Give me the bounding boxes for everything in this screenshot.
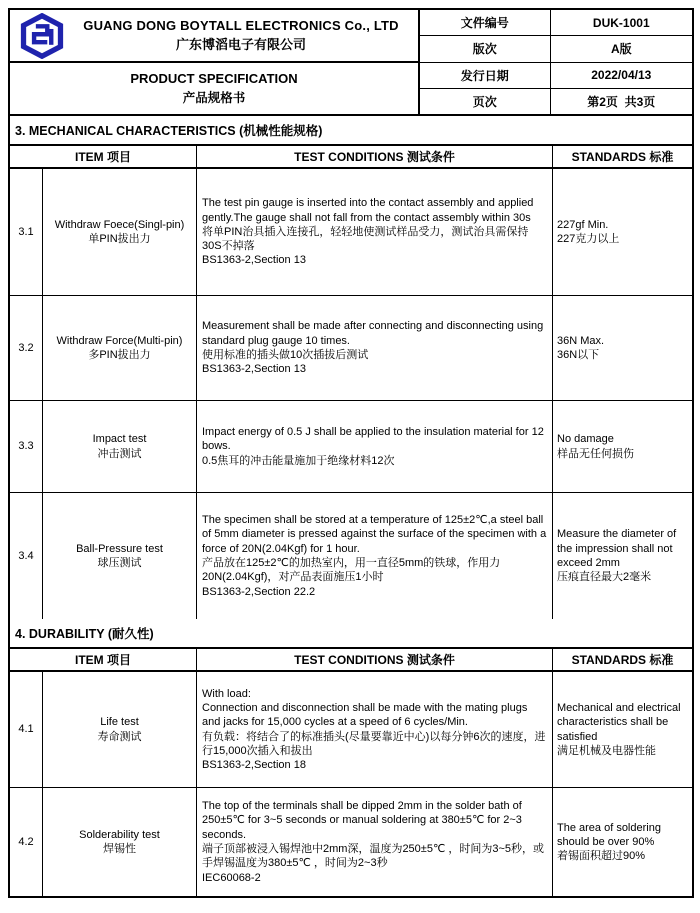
standard-line: The area of soldering should be over 90% xyxy=(557,821,661,848)
document-info-table xyxy=(420,10,692,114)
standard-line: 着锡面积超过90% xyxy=(557,850,646,863)
standards-cell xyxy=(553,788,692,896)
company-block xyxy=(10,10,418,63)
condition-line: Connection and disconnection shall be made with the mating plugs and jacks for 15,000 cycles at a speed of 6 cycles/Min. xyxy=(202,701,528,729)
item-name-zh: 球压测试 xyxy=(97,557,142,569)
table-header-item: ITEM 项目 xyxy=(10,649,197,670)
document-title-zh: 产品规格书 xyxy=(182,91,246,105)
section-block xyxy=(10,619,692,896)
condition-line: Impact energy of 0.5 J shall be applied to the insulation material for 12 bows. xyxy=(202,426,544,453)
condition-line: BS1363-2,Section 13 xyxy=(202,363,306,376)
row-number: 3.4 xyxy=(10,493,43,619)
item-name-zh: 单PIN拔出力 xyxy=(88,233,151,245)
spec-document-page xyxy=(8,8,694,898)
condition-line: The top of the terminals shall be dipped 2mm in the solder bath of 250±5℃ for 3~5 seconds or manual soldering at 380±5℃ for 2~3 seconds. xyxy=(202,800,522,841)
item-name-en: Ball-Pressure test xyxy=(76,542,163,555)
info-value: 第2页 共3页 xyxy=(587,94,656,109)
item-name-en: Impact test xyxy=(92,433,147,446)
standard-line: 满足机械及电器性能 xyxy=(557,744,656,757)
item-cell xyxy=(43,788,197,896)
condition-line: IEC60068-2 xyxy=(202,871,261,884)
item-cell xyxy=(43,401,197,492)
item-cell xyxy=(43,296,197,400)
info-row xyxy=(420,10,692,36)
row-number: 4.1 xyxy=(10,672,43,787)
info-row xyxy=(420,36,692,62)
item-name-en: Life test xyxy=(100,716,139,729)
standards-cell xyxy=(553,493,692,619)
condition-line: 有负载：将结合了的标准插头(尽量要靠近中心)以每分钟6次的速度，进行15,000次插入和拔出 xyxy=(202,730,546,757)
condition-line: BS1363-2,Section 13 xyxy=(202,254,306,267)
standard-line: 36N以下 xyxy=(557,349,600,361)
info-label: 发行日期 xyxy=(420,63,551,88)
test-conditions-cell xyxy=(197,169,553,295)
info-value: A版 xyxy=(610,42,632,57)
condition-line: With load: xyxy=(202,687,251,700)
sections-container xyxy=(10,116,692,896)
row-number: 3.2 xyxy=(10,296,43,400)
spec-table xyxy=(10,649,692,896)
standard-line: Measure the diameter of the impression shall not exceed 2mm xyxy=(557,528,677,569)
condition-line: 将单PIN治具插入连接孔，轻轻地使测试样品受力，测试治具需保持30S不掉落 xyxy=(202,225,529,253)
info-row xyxy=(420,89,692,114)
info-label: 页次 xyxy=(420,89,551,114)
table-row xyxy=(10,169,692,296)
section-block xyxy=(10,116,692,619)
condition-line: 使用标准的插头做10次插拔后测试 xyxy=(202,349,369,361)
row-number: 3.3 xyxy=(10,401,43,492)
condition-line: The test pin gauge is inserted into the contact assembly and applied gently.The gauge shall not fall from the contact assembly within 30s xyxy=(202,197,534,224)
row-number: 4.2 xyxy=(10,788,43,896)
table-row xyxy=(10,493,692,619)
info-row xyxy=(420,63,692,89)
test-conditions-cell xyxy=(197,401,553,492)
header-left xyxy=(10,10,420,114)
condition-line: 0.5焦耳的冲击能量施加于绝缘材料12次 xyxy=(202,454,395,467)
table-header-row xyxy=(10,146,692,169)
item-cell xyxy=(43,672,197,787)
standard-line: 压痕直径最大2毫米 xyxy=(557,571,652,584)
standards-cell xyxy=(553,169,692,295)
table-header-conditions: TEST CONDITIONS 测试条件 xyxy=(197,146,553,167)
table-header-conditions: TEST CONDITIONS 测试条件 xyxy=(197,649,553,670)
standards-cell xyxy=(553,672,692,787)
info-value: DUK-1001 xyxy=(592,15,650,30)
condition-line: 端子顶部被浸入锡焊池中2mm深，温度为250±5℃ ，时间为3~5秒，或手焊锡温度为380±5℃ ，时间为2~3秒 xyxy=(202,843,545,870)
test-conditions-cell xyxy=(197,296,553,400)
standards-cell xyxy=(553,401,692,492)
item-name-en: Withdraw Force(Multi-pin) xyxy=(56,334,183,347)
item-name-zh: 寿命测试 xyxy=(97,730,142,743)
condition-line: 产品放在125±2℃的加热室内，用一直径5mm的铁球，作用力20N(2.04Kgf)，对产品表面施压1小时 xyxy=(202,557,501,584)
item-name-en: Withdraw Foece(Singl-pin) xyxy=(54,218,185,231)
section-title: 3. MECHANICAL CHARACTERISTICS (机械性能规格) xyxy=(10,116,692,146)
test-conditions-cell xyxy=(197,672,553,787)
info-label: 文件编号 xyxy=(420,10,551,35)
table-header-row xyxy=(10,649,692,672)
standards-cell xyxy=(553,296,692,400)
item-name-zh: 多PIN拔出力 xyxy=(88,349,151,361)
info-label: 版次 xyxy=(420,36,551,61)
test-conditions-cell xyxy=(197,788,553,896)
table-header-standards: STANDARDS 标准 xyxy=(571,653,674,667)
standard-line: 36N Max. xyxy=(557,334,605,347)
item-cell xyxy=(43,169,197,295)
item-name-en: Solderability test xyxy=(79,828,160,841)
document-title-block xyxy=(10,63,418,114)
item-name-zh: 焊锡性 xyxy=(103,843,136,855)
table-row xyxy=(10,296,692,401)
company-name-zh: 广东博滔电子有限公司 xyxy=(175,37,306,52)
table-row xyxy=(10,401,692,493)
condition-line: The specimen shall be stored at a temperature of 125±2℃,a steel ball of 5mm diameter is pressed against the surface of the specimen with a force of 20N(2.04Kgf) for 1 hour. xyxy=(202,514,547,555)
document-title-en: PRODUCT SPECIFICATION xyxy=(130,71,298,86)
company-logo-icon xyxy=(20,13,64,59)
condition-line: BS1363-2,Section 18 xyxy=(202,759,306,772)
standard-line: Mechanical and electrical characteristics shall be satisfied xyxy=(557,701,681,743)
standard-line: 227克力以上 xyxy=(557,233,620,245)
standard-line: No damage xyxy=(557,433,614,446)
spec-table xyxy=(10,146,692,619)
company-name-en: GUANG DONG BOYTALL ELECTRONICS Co., LTD xyxy=(83,18,399,33)
table-row xyxy=(10,672,692,788)
company-names xyxy=(68,18,414,53)
row-number: 3.1 xyxy=(10,169,43,295)
standard-line: 样品无任何损伤 xyxy=(557,447,634,460)
standard-line: 227gf Min. xyxy=(557,218,609,231)
info-value: 2022/04/13 xyxy=(591,68,652,83)
item-name-zh: 冲击测试 xyxy=(97,447,142,460)
table-header-item: ITEM 项目 xyxy=(10,146,197,167)
condition-line: BS1363-2,Section 22.2 xyxy=(202,585,316,598)
test-conditions-cell xyxy=(197,493,553,619)
document-header xyxy=(10,10,692,116)
table-row xyxy=(10,788,692,896)
table-header-standards: STANDARDS 标准 xyxy=(571,150,674,164)
item-cell xyxy=(43,493,197,619)
section-title: 4. DURABILITY (耐久性) xyxy=(10,619,692,649)
condition-line: Measurement shall be made after connecting and disconnecting using standard plug gauge 10 times. xyxy=(202,320,544,347)
